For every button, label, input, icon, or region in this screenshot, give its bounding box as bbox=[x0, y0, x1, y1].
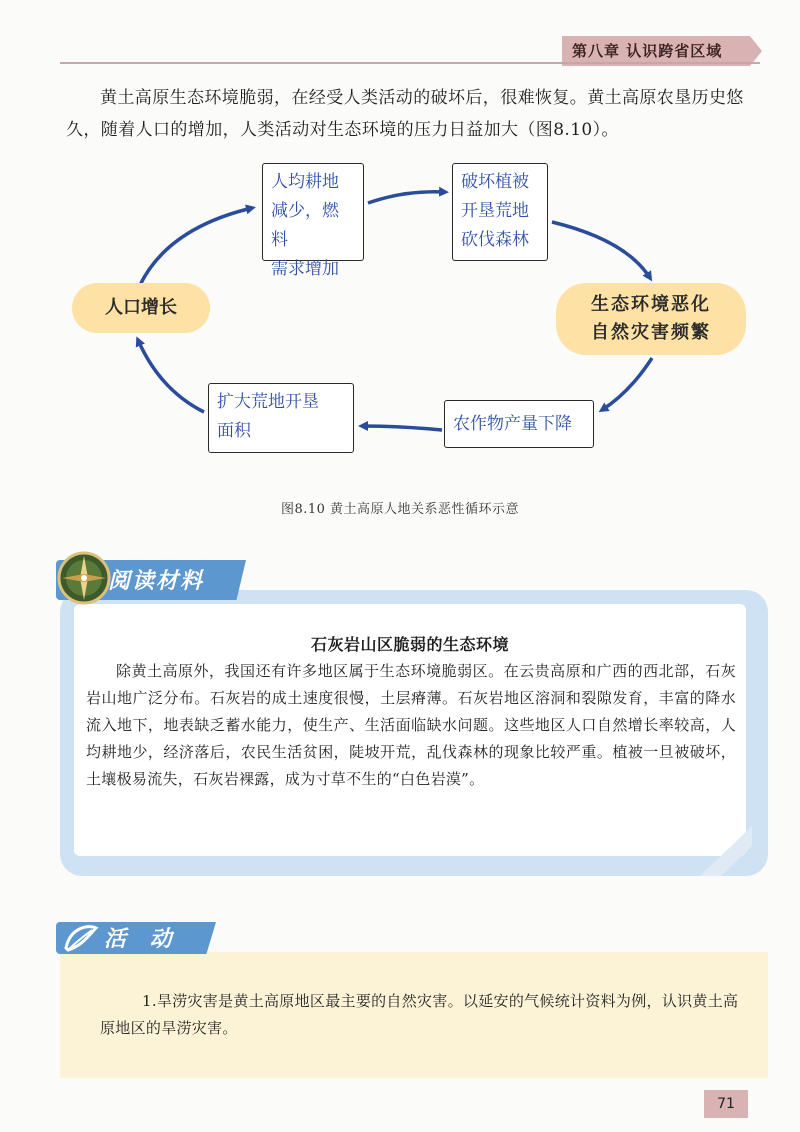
figure-caption: 图8.10 黄土高原人地关系恶性循环示意 bbox=[280, 502, 520, 517]
node-line: 面积 bbox=[217, 421, 251, 441]
node-line: 生态环境恶化 bbox=[591, 294, 711, 315]
activity-item-1: 1.旱涝灾害是黄土高原地区最主要的自然灾害。以延安的气候统计资料为例，认识黄土高原地区的旱涝灾害。 bbox=[100, 992, 739, 1037]
node-population-growth: 人口增长 bbox=[72, 283, 210, 333]
node-line: 自然灾害频繁 bbox=[591, 322, 711, 343]
activity-badge-label: 活 动 bbox=[104, 927, 180, 952]
node-line: 人均耕地 bbox=[271, 172, 339, 192]
reading-body: 除黄土高原外，我国还有许多地区属于生态环境脆弱区。在云贵高原和广西的西北部，石灰岩山地广泛分布。石灰岩的成土速度很慢，土层瘠薄。石灰岩地区溶洞和裂隙发育，丰富的降水流入地下，地表缺乏蓄水能力，使生产、生活面临缺水问题。这些地区人口自然增长率较高，人均耕地少，经济落后，农民生活贫困，陡坡开荒，乱伐森林的现象比较严重。植被一旦被破坏，土壤极易流失，石灰岩裸露，成为寸草不生的“白色岩漠”。 bbox=[86, 662, 736, 788]
arrow-land-to-destruction bbox=[368, 192, 445, 203]
node-destruction bbox=[452, 163, 548, 261]
header-rule bbox=[60, 62, 760, 64]
page-number: 71 bbox=[704, 1090, 748, 1118]
compass-icon bbox=[56, 550, 112, 606]
arrow-population-to-land bbox=[140, 208, 252, 285]
node-line: 开垦荒地 bbox=[461, 201, 529, 221]
node-ecology-deterioration bbox=[556, 283, 746, 355]
arrow-crop-to-expand bbox=[362, 426, 442, 430]
chapter-title: 第八章 认识跨省区域 bbox=[572, 42, 723, 60]
node-per-capita-land bbox=[262, 163, 364, 279]
arrow-expand-to-population bbox=[138, 340, 204, 412]
arrow-ecology-to-crop bbox=[602, 358, 652, 410]
node-line: 破坏植被 bbox=[461, 172, 529, 192]
node-expand-land bbox=[208, 383, 354, 453]
node-line: 需求增加 bbox=[271, 259, 339, 279]
reading-title: 石灰岩山区脆弱的生态环境 bbox=[310, 635, 509, 654]
node-crop-decline: 农作物产量下降 bbox=[444, 400, 594, 448]
node-line: 减少，燃料 bbox=[271, 201, 339, 250]
node-line: 扩大荒地开垦 bbox=[217, 392, 319, 412]
reading-badge-label: 阅读材料 bbox=[108, 569, 205, 594]
arrow-destruction-to-ecology bbox=[552, 222, 650, 278]
intro-paragraph: 黄土高原生态环境脆弱，在经受人类活动的破坏后，很难恢复。黄土高原农垦历史悠久，随着人口的增加，人类活动对生态环境的压力日益加大（图8.10）。 bbox=[66, 88, 744, 140]
leaf-icon bbox=[60, 920, 100, 956]
node-line: 砍伐森林 bbox=[461, 230, 529, 250]
